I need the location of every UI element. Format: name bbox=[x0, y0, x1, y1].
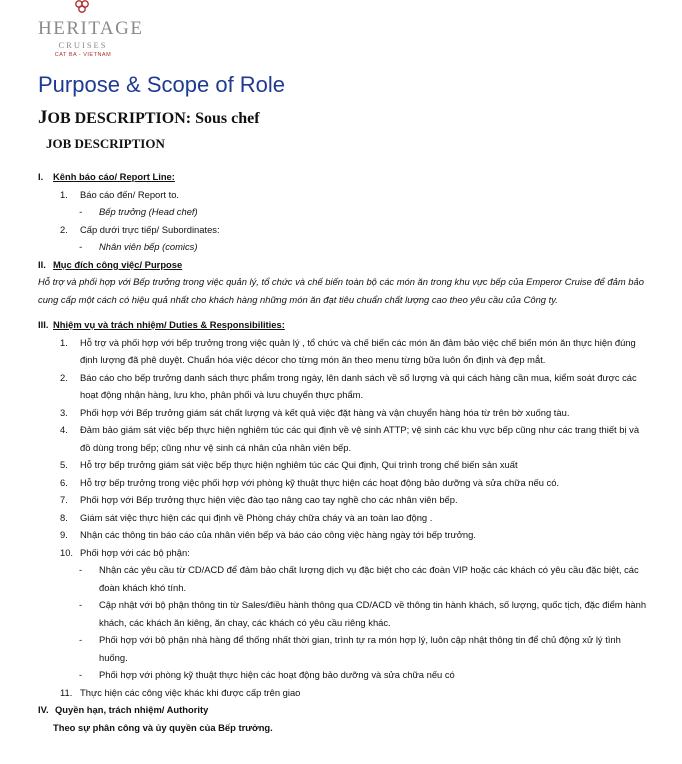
list-item bbox=[38, 509, 650, 527]
dash-bullet: - bbox=[79, 241, 83, 252]
list-item bbox=[38, 334, 650, 369]
section-number: IV. bbox=[38, 704, 49, 715]
item-text: Phối hợp với Bếp trưởng thực hiện việc đào tạo nâng cao tay nghề cho các nhân viên bếp. bbox=[80, 494, 458, 505]
item-text: Phối hợp với Bếp trưởng giám sát chất lượng và kết quả việc đặt hàng và vận chuyển hàng hóa từ trên bờ xuống tàu. bbox=[80, 406, 570, 418]
section-label: Nhiệm vụ và trách nhiệm/ Duties & Responsibilities: bbox=[53, 319, 285, 330]
section-number: II. bbox=[38, 258, 46, 270]
item-text: Hỗ trợ bếp trưởng trong việc phối hợp với phòng kỹ thuật thực hiện các hoạt động bảo dưỡng và sửa chữa nếu có. bbox=[80, 476, 560, 488]
job-description-rest: OB DESCRIPTION: Sous chef bbox=[47, 110, 260, 127]
item-text: Báo cáo cho bếp trưởng danh sách thực phẩm trong ngày, lên danh sách về số lượng và qui cách hàng cần mua, kiểm soát được các hoạt động nhận hàng, lưu kho, phân phối và lưu chuyển thực phẩm. bbox=[80, 371, 637, 400]
item-number: 1. bbox=[60, 336, 68, 348]
list-item bbox=[38, 684, 650, 702]
heritage-knot-icon bbox=[74, 0, 90, 14]
sub-list-item bbox=[38, 666, 650, 684]
sub-list-item bbox=[38, 631, 650, 666]
list-item bbox=[38, 421, 650, 456]
list-item bbox=[38, 474, 650, 492]
list-item bbox=[38, 491, 650, 509]
page-title: Purpose & Scope of Role bbox=[38, 72, 286, 97]
dash-bullet: - bbox=[79, 599, 83, 610]
item-number: 7. bbox=[60, 494, 68, 505]
list-item bbox=[38, 544, 650, 562]
section-duties bbox=[38, 316, 650, 334]
item-text: Nhận các yêu cầu từ CD/ACD để đảm bảo chất lượng dịch vụ đặc biệt cho các đoàn VIP hoặc các khách có yêu cầu đặc biệt, các đoàn khách khó tính. bbox=[99, 564, 639, 593]
purpose-text: Hỗ trợ và phối hợp với Bếp trưởng trong việc quản lý, tổ chức và chế biến toàn bộ các món ăn trong khu vực bếp của Emperor Cruise để đảm bảo cung cấp một cách có hiệu quả nhất cho khách hàng những món ăn đạt tiêu chuẩn chất lượng cao theo yêu cầu của Công ty. bbox=[38, 276, 644, 305]
item-text: Phối hợp với phòng kỹ thuật thực hiện các hoạt động bảo dưỡng và sửa chữa nếu có bbox=[99, 669, 455, 680]
logo-cruises: CRUISES bbox=[58, 40, 108, 50]
item-number: 3. bbox=[60, 406, 68, 418]
item-number: 2. bbox=[60, 371, 68, 383]
logo-brand: HERITAGE bbox=[38, 18, 144, 39]
section-label: Mục đích công việc/ Purpose bbox=[53, 258, 183, 270]
item-text: Bếp trưởng (Head chef) bbox=[99, 206, 198, 217]
sub-list-item bbox=[38, 203, 650, 221]
dash-bullet: - bbox=[79, 206, 83, 217]
document-body bbox=[38, 168, 650, 736]
section-label: Quyền hạn, trách nhiệm/ Authority bbox=[55, 704, 209, 715]
section-report-line bbox=[38, 168, 650, 186]
dash-bullet: - bbox=[79, 634, 83, 645]
job-description-first-letter: J bbox=[38, 107, 48, 128]
authority-text: Theo sự phân công và ủy quyền của Bếp trưởng. bbox=[53, 721, 273, 733]
list-item bbox=[38, 526, 650, 544]
list-item bbox=[38, 456, 650, 474]
list-item bbox=[38, 404, 650, 422]
sub-list-item bbox=[38, 596, 650, 631]
item-text: Cấp dưới trực tiếp/ Subordinates: bbox=[80, 223, 220, 235]
item-number: 1. bbox=[60, 188, 68, 200]
item-text: Hỗ trợ bếp trưởng giám sát việc bếp thực hiện nghiêm túc các Qui định, Qui trình trong chế biến sản xuất bbox=[80, 459, 518, 470]
item-number: 8. bbox=[60, 511, 68, 523]
logo-region: CAT BA - VIETNAM bbox=[54, 52, 112, 58]
section-authority bbox=[38, 701, 650, 719]
section-number: III. bbox=[38, 319, 49, 330]
job-description-heading: JOB DESCRIPTION bbox=[46, 136, 165, 151]
item-text: Cập nhật với bộ phận thông tin từ Sales/điều hành thông qua CD/ACD về thông tin hành khách, số lượng, quốc tịch, đặc điểm hành khách, các khách ăn kiêng, ăn chay, các khách có yêu cầu riêng khác. bbox=[99, 599, 647, 628]
item-text: Đảm bảo giám sát việc bếp thực hiện nghiêm túc các qui định về vệ sinh ATTP; vệ sinh các khu vực bếp cũng như các trang thiết bị và đồ dùng trong bếp; cũng như vệ sinh cá nhân của nhân viên bếp. bbox=[80, 424, 640, 453]
item-text: Báo cáo đến/ Report to. bbox=[80, 188, 180, 200]
item-text: Hỗ trợ và phối hợp với bếp trưởng trong việc quản lý , tổ chức và chế biến các món ăn đảm bảo việc chế biến món ăn thực hiện đúng định lượng đã phê duyệt. Chuẩn hóa việc décor cho từng món ăn theo menu từng bữa luôn ổn định và đẹp mắt. bbox=[80, 336, 636, 365]
heritage-logo bbox=[38, 0, 144, 62]
dash-bullet: - bbox=[79, 669, 83, 680]
sub-list-item bbox=[38, 561, 650, 596]
item-number: 10. bbox=[60, 546, 74, 558]
item-number: 9. bbox=[60, 529, 68, 540]
item-number: 2. bbox=[60, 223, 68, 235]
item-number: 11. bbox=[60, 686, 73, 698]
sub-list-item bbox=[38, 238, 650, 256]
list-item bbox=[38, 221, 650, 239]
section-label: Kênh báo cáo/ Report Line: bbox=[53, 171, 175, 182]
item-text: Phối hợp với các bộ phận: bbox=[80, 546, 190, 558]
item-text: Phối hợp với bộ phận nhà hàng để thống nhất thời gian, trình tự ra món hợp lý, luôn cập nhật thông tin để chủ động xử lý tình huống. bbox=[99, 634, 621, 663]
item-number: 6. bbox=[60, 476, 68, 488]
section-number: I. bbox=[38, 171, 44, 182]
section-purpose bbox=[38, 256, 650, 274]
list-item bbox=[38, 186, 650, 204]
item-text: Giám sát việc thực hiện các qui định về Phòng cháy chữa cháy và an toàn lao động . bbox=[80, 511, 433, 523]
item-text: Nhân viên bếp (comics) bbox=[99, 241, 198, 252]
item-number: 4. bbox=[60, 424, 68, 435]
item-text: Nhận các thông tin báo cáo của nhân viên bếp và báo cáo công việc hàng ngày tới bếp trưởng. bbox=[80, 529, 476, 540]
dash-bullet: - bbox=[79, 564, 83, 575]
item-text: Thực hiện các công việc khác khi được cấp trên giao bbox=[80, 686, 301, 698]
job-description-line bbox=[38, 107, 260, 129]
item-number: 5. bbox=[60, 459, 68, 470]
list-item bbox=[38, 369, 650, 404]
